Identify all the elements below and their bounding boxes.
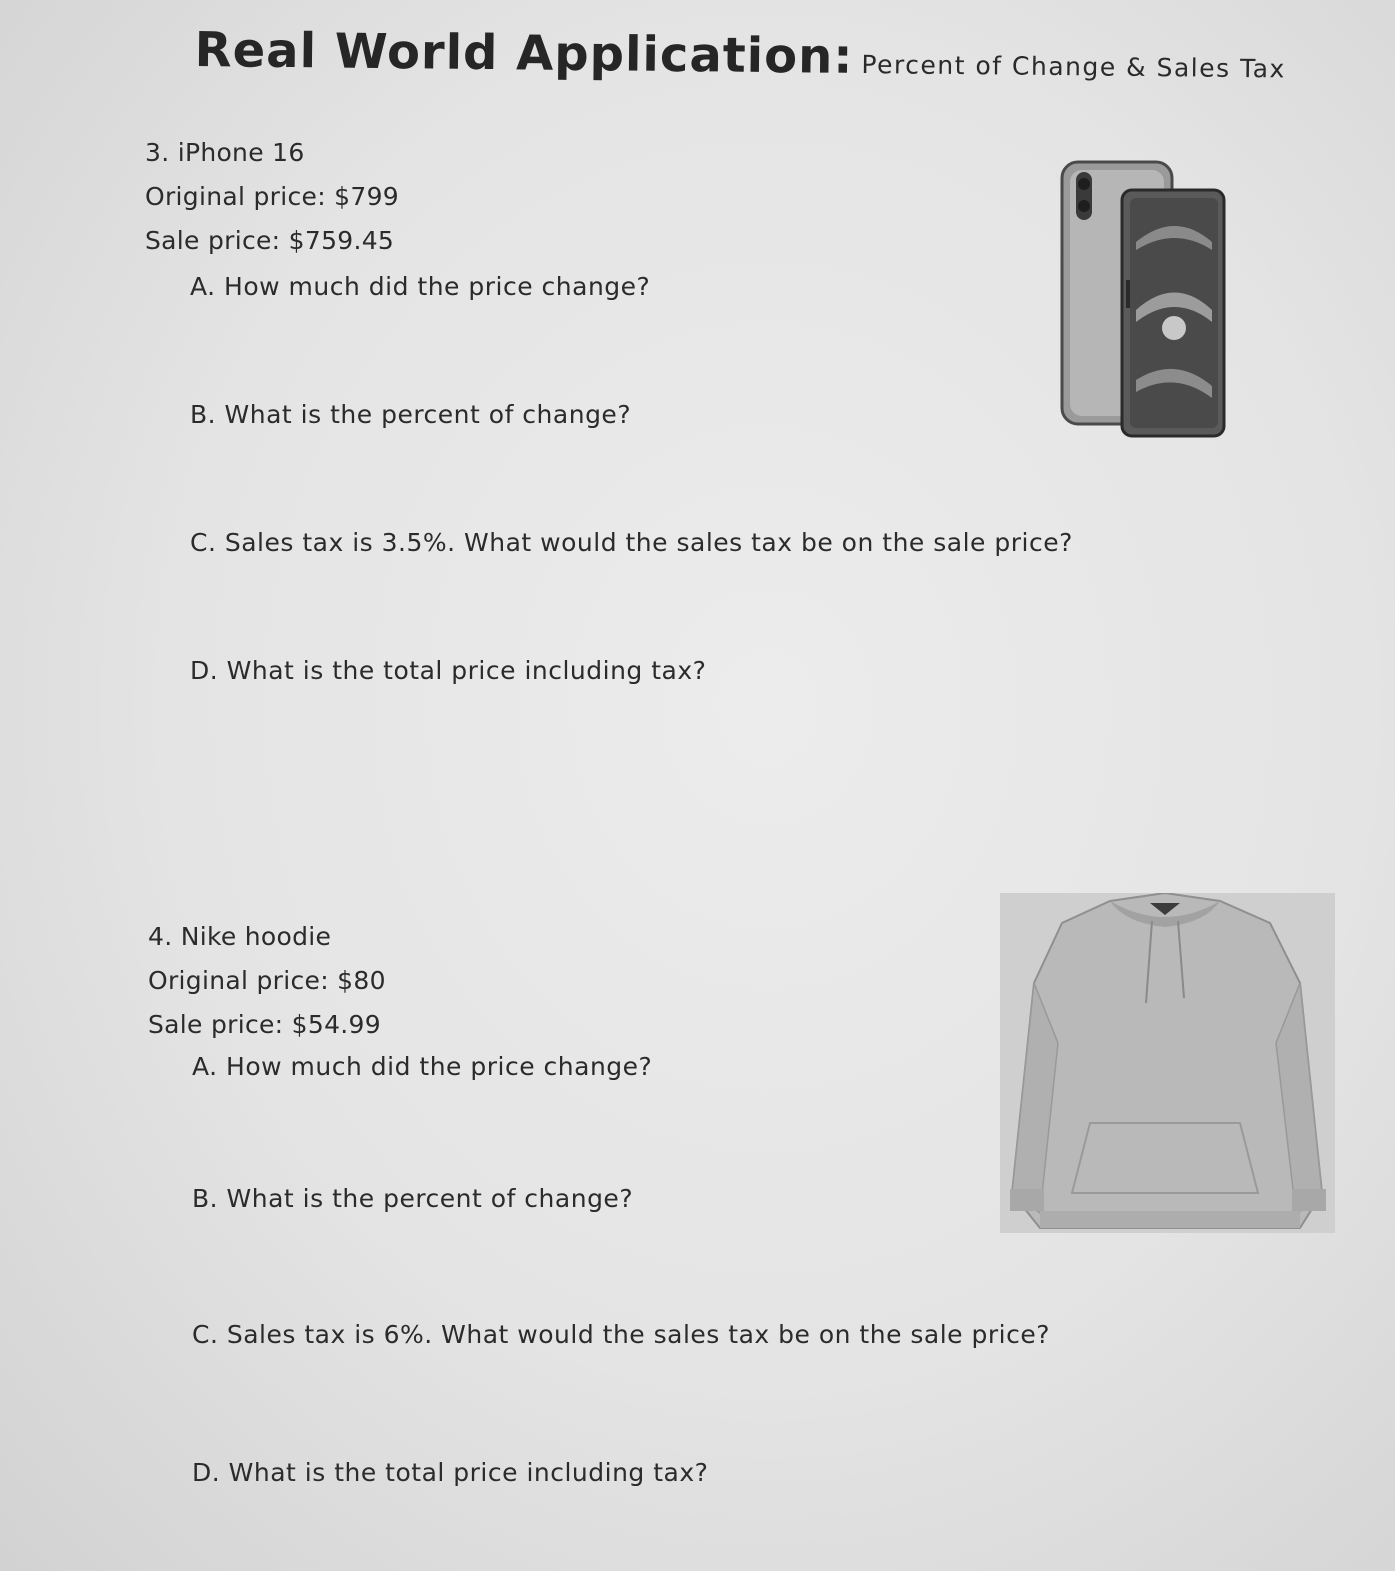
hoodie-icon <box>1000 893 1335 1233</box>
problem-3-question-c: C. Sales tax is 3.5%. What would the sales tax be on the sale price? <box>190 528 1073 557</box>
title-subtitle: Percent of Change & Sales Tax <box>861 49 1286 84</box>
worksheet-title <box>194 22 1286 89</box>
iphone-image <box>1040 150 1240 450</box>
problem-4-question-c: C. Sales tax is 6%. What would the sales tax be on the sale price? <box>192 1320 1050 1349</box>
problem-3-question-b: B. What is the percent of change? <box>190 400 632 429</box>
iphone-icon <box>1040 150 1240 450</box>
problem-3-question-d: D. What is the total price including tax? <box>190 656 707 685</box>
problem-3-sale-price: Sale price: $759.45 <box>145 226 395 255</box>
problem-4-sale-price: Sale price: $54.99 <box>148 1010 381 1039</box>
title-main: Real World Application: <box>194 22 854 85</box>
problem-3-original-price: Original price: $799 <box>145 182 399 211</box>
problem-4-original-price: Original price: $80 <box>148 966 386 995</box>
problem-4-question-a: A. How much did the price change? <box>192 1052 653 1081</box>
problem-3-heading: 3. iPhone 16 <box>145 138 305 167</box>
problem-4-heading: 4. Nike hoodie <box>148 922 332 951</box>
problem-4-question-b: B. What is the percent of change? <box>192 1184 634 1213</box>
problem-4-question-d: D. What is the total price including tax? <box>192 1458 709 1487</box>
problem-3-question-a: A. How much did the price change? <box>190 272 651 301</box>
hoodie-image <box>1000 893 1335 1233</box>
